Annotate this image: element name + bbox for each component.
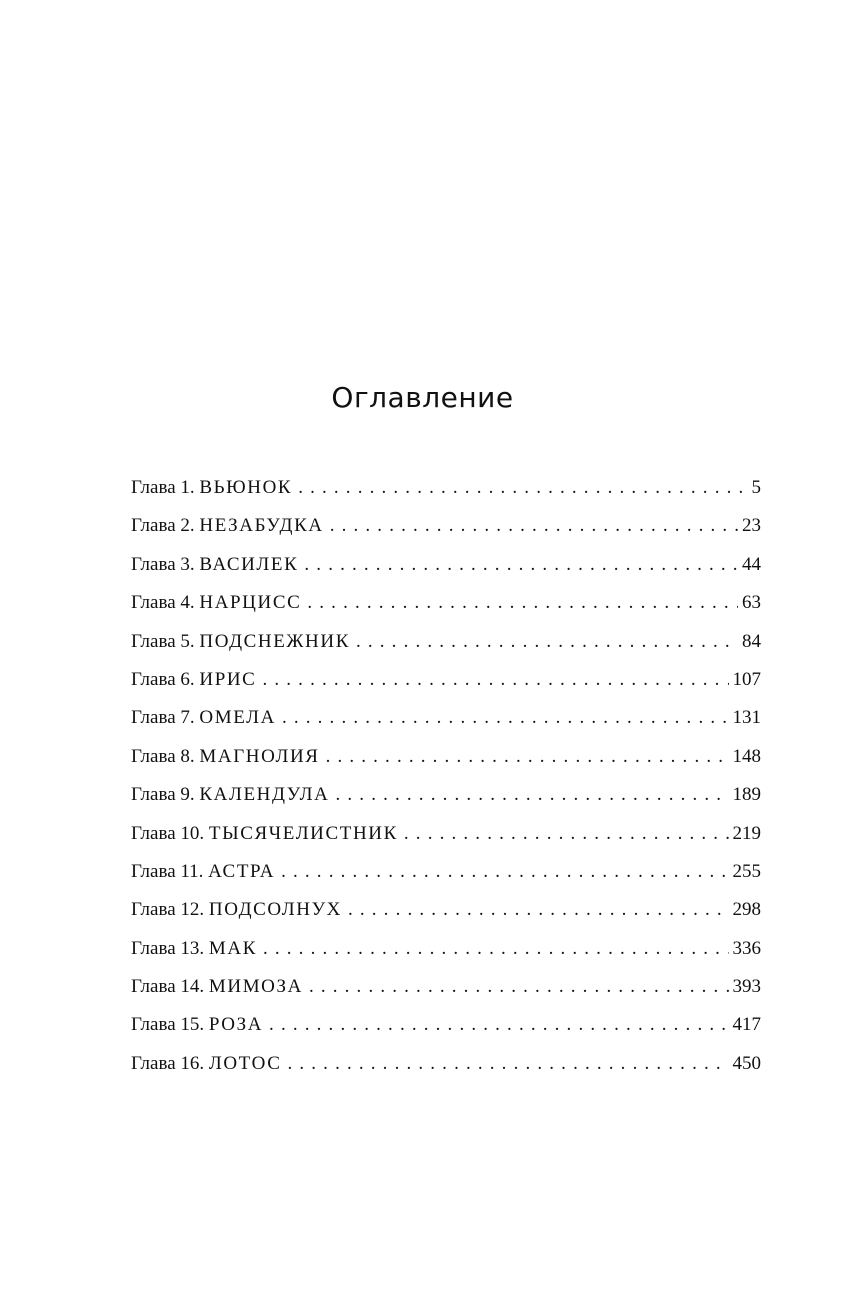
dot-leader — [330, 513, 738, 539]
page-title: Оглавление — [331, 381, 514, 414]
toc-entry-5[interactable] — [131, 629, 761, 667]
toc-page-number: 298 — [732, 899, 761, 921]
toc-chapter-number: Глава 12. — [131, 899, 205, 921]
dot-leader — [281, 859, 728, 885]
toc-chapter-number: Глава 15. — [131, 1014, 205, 1036]
toc-chapter-name: ВЬЮНОК — [199, 477, 293, 498]
toc-chapter-number: Глава 10. — [131, 822, 205, 844]
toc-entry-label — [131, 744, 320, 770]
dot-leader — [262, 667, 728, 693]
dot-leader — [263, 936, 729, 962]
toc-chapter-number: Глава 11. — [131, 860, 204, 882]
toc-page-number: 23 — [742, 515, 761, 537]
toc-entry-label — [131, 629, 350, 655]
toc-entry-label — [131, 705, 276, 731]
toc-page-number: 336 — [732, 937, 761, 959]
table-of-contents — [131, 475, 761, 1089]
toc-entry-12[interactable] — [131, 897, 761, 935]
dot-leader — [326, 744, 729, 770]
dot-leader — [307, 590, 738, 616]
toc-page-number: 393 — [732, 976, 761, 998]
toc-entry-label — [131, 1051, 281, 1077]
toc-page-number: 189 — [732, 784, 761, 806]
toc-chapter-number: Глава 13. — [131, 937, 205, 959]
dot-leader — [304, 552, 738, 578]
toc-chapter-number: Глава 9. — [131, 784, 195, 806]
toc-entry-label — [131, 821, 398, 847]
toc-chapter-name: МИМОЗА — [208, 976, 303, 998]
toc-chapter-number: Глава 8. — [131, 745, 195, 767]
toc-entry-16[interactable] — [131, 1051, 761, 1089]
toc-entry-7[interactable] — [131, 705, 761, 743]
toc-entry-label — [131, 1012, 263, 1038]
toc-page-number: 255 — [732, 860, 761, 882]
toc-entry-label — [131, 552, 298, 578]
toc-page-number: 219 — [732, 822, 761, 844]
toc-entry-10[interactable] — [131, 821, 761, 859]
toc-page-number: 417 — [732, 1014, 761, 1036]
toc-entry-label — [131, 974, 303, 1000]
toc-chapter-number: Глава 1. — [131, 477, 195, 498]
toc-entry-2[interactable] — [131, 513, 761, 551]
toc-chapter-name: МАГНОЛИЯ — [199, 745, 320, 767]
toc-chapter-number: Глава 14. — [131, 976, 205, 998]
toc-chapter-number: Глава 16. — [131, 1052, 205, 1074]
toc-entry-9[interactable] — [131, 782, 761, 820]
toc-entry-1[interactable] — [131, 475, 761, 513]
toc-entry-label — [131, 513, 324, 539]
dot-leader — [309, 974, 729, 1000]
toc-entry-label — [131, 475, 292, 501]
dot-leader — [269, 1012, 728, 1038]
dot-leader — [404, 821, 729, 847]
toc-page-number: 450 — [732, 1052, 761, 1074]
toc-entry-11[interactable] — [131, 859, 761, 897]
toc-entry-label — [131, 667, 256, 693]
toc-entry-15[interactable] — [131, 1012, 761, 1050]
toc-entry-3[interactable] — [131, 552, 761, 590]
toc-entry-label — [131, 936, 257, 962]
toc-chapter-number: Глава 4. — [131, 592, 195, 614]
dot-leader — [287, 1051, 728, 1077]
dot-leader — [282, 705, 729, 731]
toc-chapter-name: НАРЦИСС — [199, 592, 302, 614]
toc-chapter-name: РОЗА — [208, 1014, 264, 1036]
toc-page-number: 84 — [742, 630, 761, 652]
toc-chapter-name: НЕЗАБУДКА — [199, 515, 324, 537]
toc-chapter-name: МАК — [208, 937, 257, 959]
toc-entry-8[interactable] — [131, 744, 761, 782]
dot-leader — [298, 475, 747, 501]
toc-chapter-name: ТЫСЯЧЕЛИСТНИК — [208, 822, 398, 844]
dot-leader — [336, 782, 729, 808]
toc-chapter-name: ИРИС — [199, 668, 257, 690]
toc-chapter-name: ПОДСОЛНУХ — [208, 899, 342, 921]
toc-page-number: 44 — [742, 553, 761, 575]
toc-chapter-number: Глава 3. — [131, 553, 195, 575]
toc-chapter-number: Глава 6. — [131, 668, 195, 690]
toc-chapter-number: Глава 2. — [131, 515, 195, 537]
toc-page-number: 107 — [732, 668, 761, 690]
toc-chapter-number: Глава 7. — [131, 707, 195, 729]
dot-leader — [348, 897, 729, 923]
toc-entry-label — [131, 782, 330, 808]
toc-chapter-name: ОМЕЛА — [199, 707, 276, 729]
toc-page-number: 63 — [742, 592, 761, 614]
toc-page-number: 131 — [732, 707, 761, 729]
toc-entry-14[interactable] — [131, 974, 761, 1012]
toc-chapter-number: Глава 5. — [131, 630, 195, 652]
toc-chapter-name: КАЛЕНДУЛА — [199, 784, 330, 806]
toc-page-number: 5 — [751, 477, 761, 498]
toc-entry-13[interactable] — [131, 936, 761, 974]
toc-chapter-name: АСТРА — [208, 860, 276, 882]
toc-chapter-name: ПОДСНЕЖНИК — [199, 630, 350, 652]
toc-chapter-name: ЛОТОС — [208, 1052, 282, 1074]
toc-entry-label — [131, 590, 301, 616]
toc-page-number: 148 — [732, 745, 761, 767]
dot-leader — [356, 629, 738, 655]
toc-entry-label — [131, 897, 342, 923]
toc-entry-6[interactable] — [131, 667, 761, 705]
toc-entry-4[interactable] — [131, 590, 761, 628]
toc-chapter-name: ВАСИЛЕК — [199, 553, 299, 575]
toc-entry-label — [131, 859, 275, 885]
